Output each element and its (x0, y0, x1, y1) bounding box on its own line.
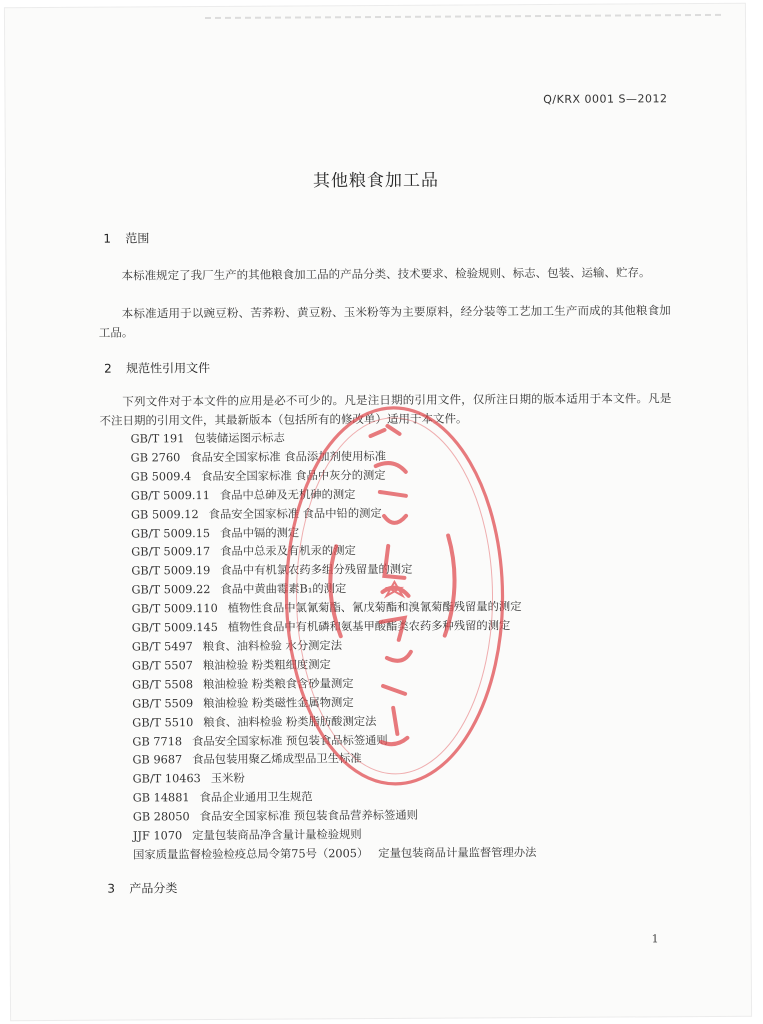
reference-code: GB/T 5497 (131, 640, 193, 654)
reference-item (132, 674, 535, 695)
reference-title: 食品包装用聚乙烯成型品卫生标准 (192, 752, 362, 767)
section-number: 3 (107, 881, 115, 896)
reference-title: 粮油检验 粉类磁性金属物测定 (203, 695, 354, 710)
reference-title: 植物性食品中氯氰菊酯、氰戊菊酯和溴氰菊酯残留量的测定 (227, 600, 522, 616)
section-title: 产品分类 (129, 881, 178, 896)
scope-paragraph-2: 本标准适用于以豌豆粉、苦荞粉、黄豆粉、玉米粉等为主要原料，经分装等工艺加工生产而成的其他粮食加工品。 (98, 303, 671, 340)
reference-item (132, 636, 535, 657)
reference-item (132, 749, 535, 770)
document-number: Q/KRX 0001 S—2012 (543, 92, 668, 106)
section-title: 规范性引用文件 (126, 361, 211, 376)
reference-code: GB/T 5508 (132, 677, 194, 692)
reference-title: 粮食、油料检验 粉类脂肪酸测定法 (203, 714, 377, 729)
reference-title: 食品中黄曲霉素B₁的测定 (220, 582, 347, 597)
reference-item (133, 825, 536, 846)
reference-code: GB/T 5009.145 (131, 621, 218, 635)
section-heading-classification (107, 879, 177, 896)
reference-title: 食品安全国家标准 预包装食品标签通则 (192, 733, 388, 748)
reference-title: 定量包装商品净含量计量检验规则 (192, 828, 362, 843)
reference-item (133, 787, 536, 808)
reference-item (133, 844, 536, 865)
reference-title: 食品企业通用卫生规范 (199, 790, 313, 805)
reference-item (133, 768, 536, 789)
page-number: 1 (651, 932, 659, 946)
reference-title: 玉米粉 (210, 772, 245, 786)
document-page (5, 4, 751, 1021)
reference-title: 粮油检验 粉类粗细度测定 (202, 658, 331, 672)
reference-title: 包装储运图示标志 (194, 431, 285, 446)
reference-title: 食品安全国家标准 食品中灰分的测定 (201, 468, 386, 483)
reference-item (131, 541, 534, 562)
reference-title: 食品安全国家标准 食品中铅的测定 (208, 506, 382, 521)
reference-item (131, 466, 534, 487)
reference-code: GB 5009.12 (130, 507, 199, 522)
reference-title: 食品安全国家标准 食品添加剂使用标准 (190, 449, 387, 465)
reference-list (130, 428, 536, 865)
reference-code: GB/T 5009.11 (130, 488, 210, 503)
reference-code: GB/T 191 (130, 432, 185, 446)
reference-item (131, 447, 534, 468)
reference-item (130, 428, 533, 449)
reference-item (131, 579, 534, 600)
reference-code: GB/T 5009.110 (131, 602, 218, 616)
reference-title: 定量包装商品计量监督管理办法 (378, 845, 537, 860)
scan-artifact-line (205, 14, 725, 19)
reference-code: GB 7718 (132, 734, 183, 749)
scope-paragraph-1: 本标准规定了我厂生产的其他粮食加工品的产品分类、技术要求、检验规则、标志、包装、运输、贮存。 (121, 265, 651, 283)
reference-code: GB/T 5009.17 (131, 545, 211, 559)
reference-item (132, 712, 535, 733)
reference-code: GB/T 5509 (132, 696, 194, 711)
section-title: 范围 (125, 231, 150, 246)
reference-item (132, 655, 535, 676)
section-number: 2 (104, 361, 112, 376)
section-heading-scope (103, 229, 149, 246)
reference-code: GB/T 5009.22 (131, 583, 211, 597)
reference-code: GB/T 5510 (132, 715, 194, 730)
reference-item (131, 560, 534, 581)
reference-item (132, 598, 535, 619)
references-intro: 下列文件对于本文件的应用是必不可少的。凡是注日期的引用文件，仅所注日期的版本适用于本文件。凡是不注日期的引用文件，其最新版本（包括所有的修改单）适用于本文件。 (99, 391, 672, 428)
reference-item (132, 617, 535, 638)
reference-title: 粮油检验 粉类粮食含砂量测定 (203, 676, 354, 691)
reference-title: 食品中总汞及有机汞的测定 (220, 544, 356, 559)
reference-code: GB/T 5009.19 (131, 564, 211, 578)
reference-code: 国家质量监督检验检疫总局令第75号（2005） (133, 847, 369, 862)
reference-code: GB 14881 (132, 791, 190, 805)
reference-title: 食品中总砷及无机砷的测定 (219, 487, 356, 502)
reference-title: 食品安全国家标准 预包装食品营养标签通则 (199, 808, 418, 824)
reference-title: 食品中有机氯农药多组分残留量的测定 (220, 563, 413, 578)
reference-code: GB 28050 (132, 810, 190, 824)
reference-code: GB/T 5507 (131, 659, 193, 673)
reference-item (131, 504, 534, 525)
reference-item (131, 523, 534, 544)
reference-code: GB 5009.4 (130, 469, 192, 484)
page-title: 其他粮食加工品 (312, 170, 440, 192)
reference-code: GB/T 10463 (132, 772, 201, 786)
reference-item (133, 806, 536, 827)
reference-item (132, 693, 535, 714)
section-number: 1 (103, 231, 112, 246)
section-heading-references (104, 359, 210, 377)
reference-code: GB 9687 (132, 753, 183, 767)
reference-code: GB 2760 (130, 451, 181, 465)
reference-item (132, 731, 535, 752)
reference-code: JJF 1070 (132, 829, 183, 843)
reference-title: 食品中镉的测定 (220, 526, 300, 540)
reference-title: 粮食、油料检验 水分测定法 (202, 639, 343, 654)
reference-item (131, 485, 534, 506)
reference-title: 植物性食品中有机磷和氨基甲酸酯类农药多种残留的测定 (227, 619, 511, 634)
reference-code: GB/T 5009.15 (131, 526, 211, 541)
